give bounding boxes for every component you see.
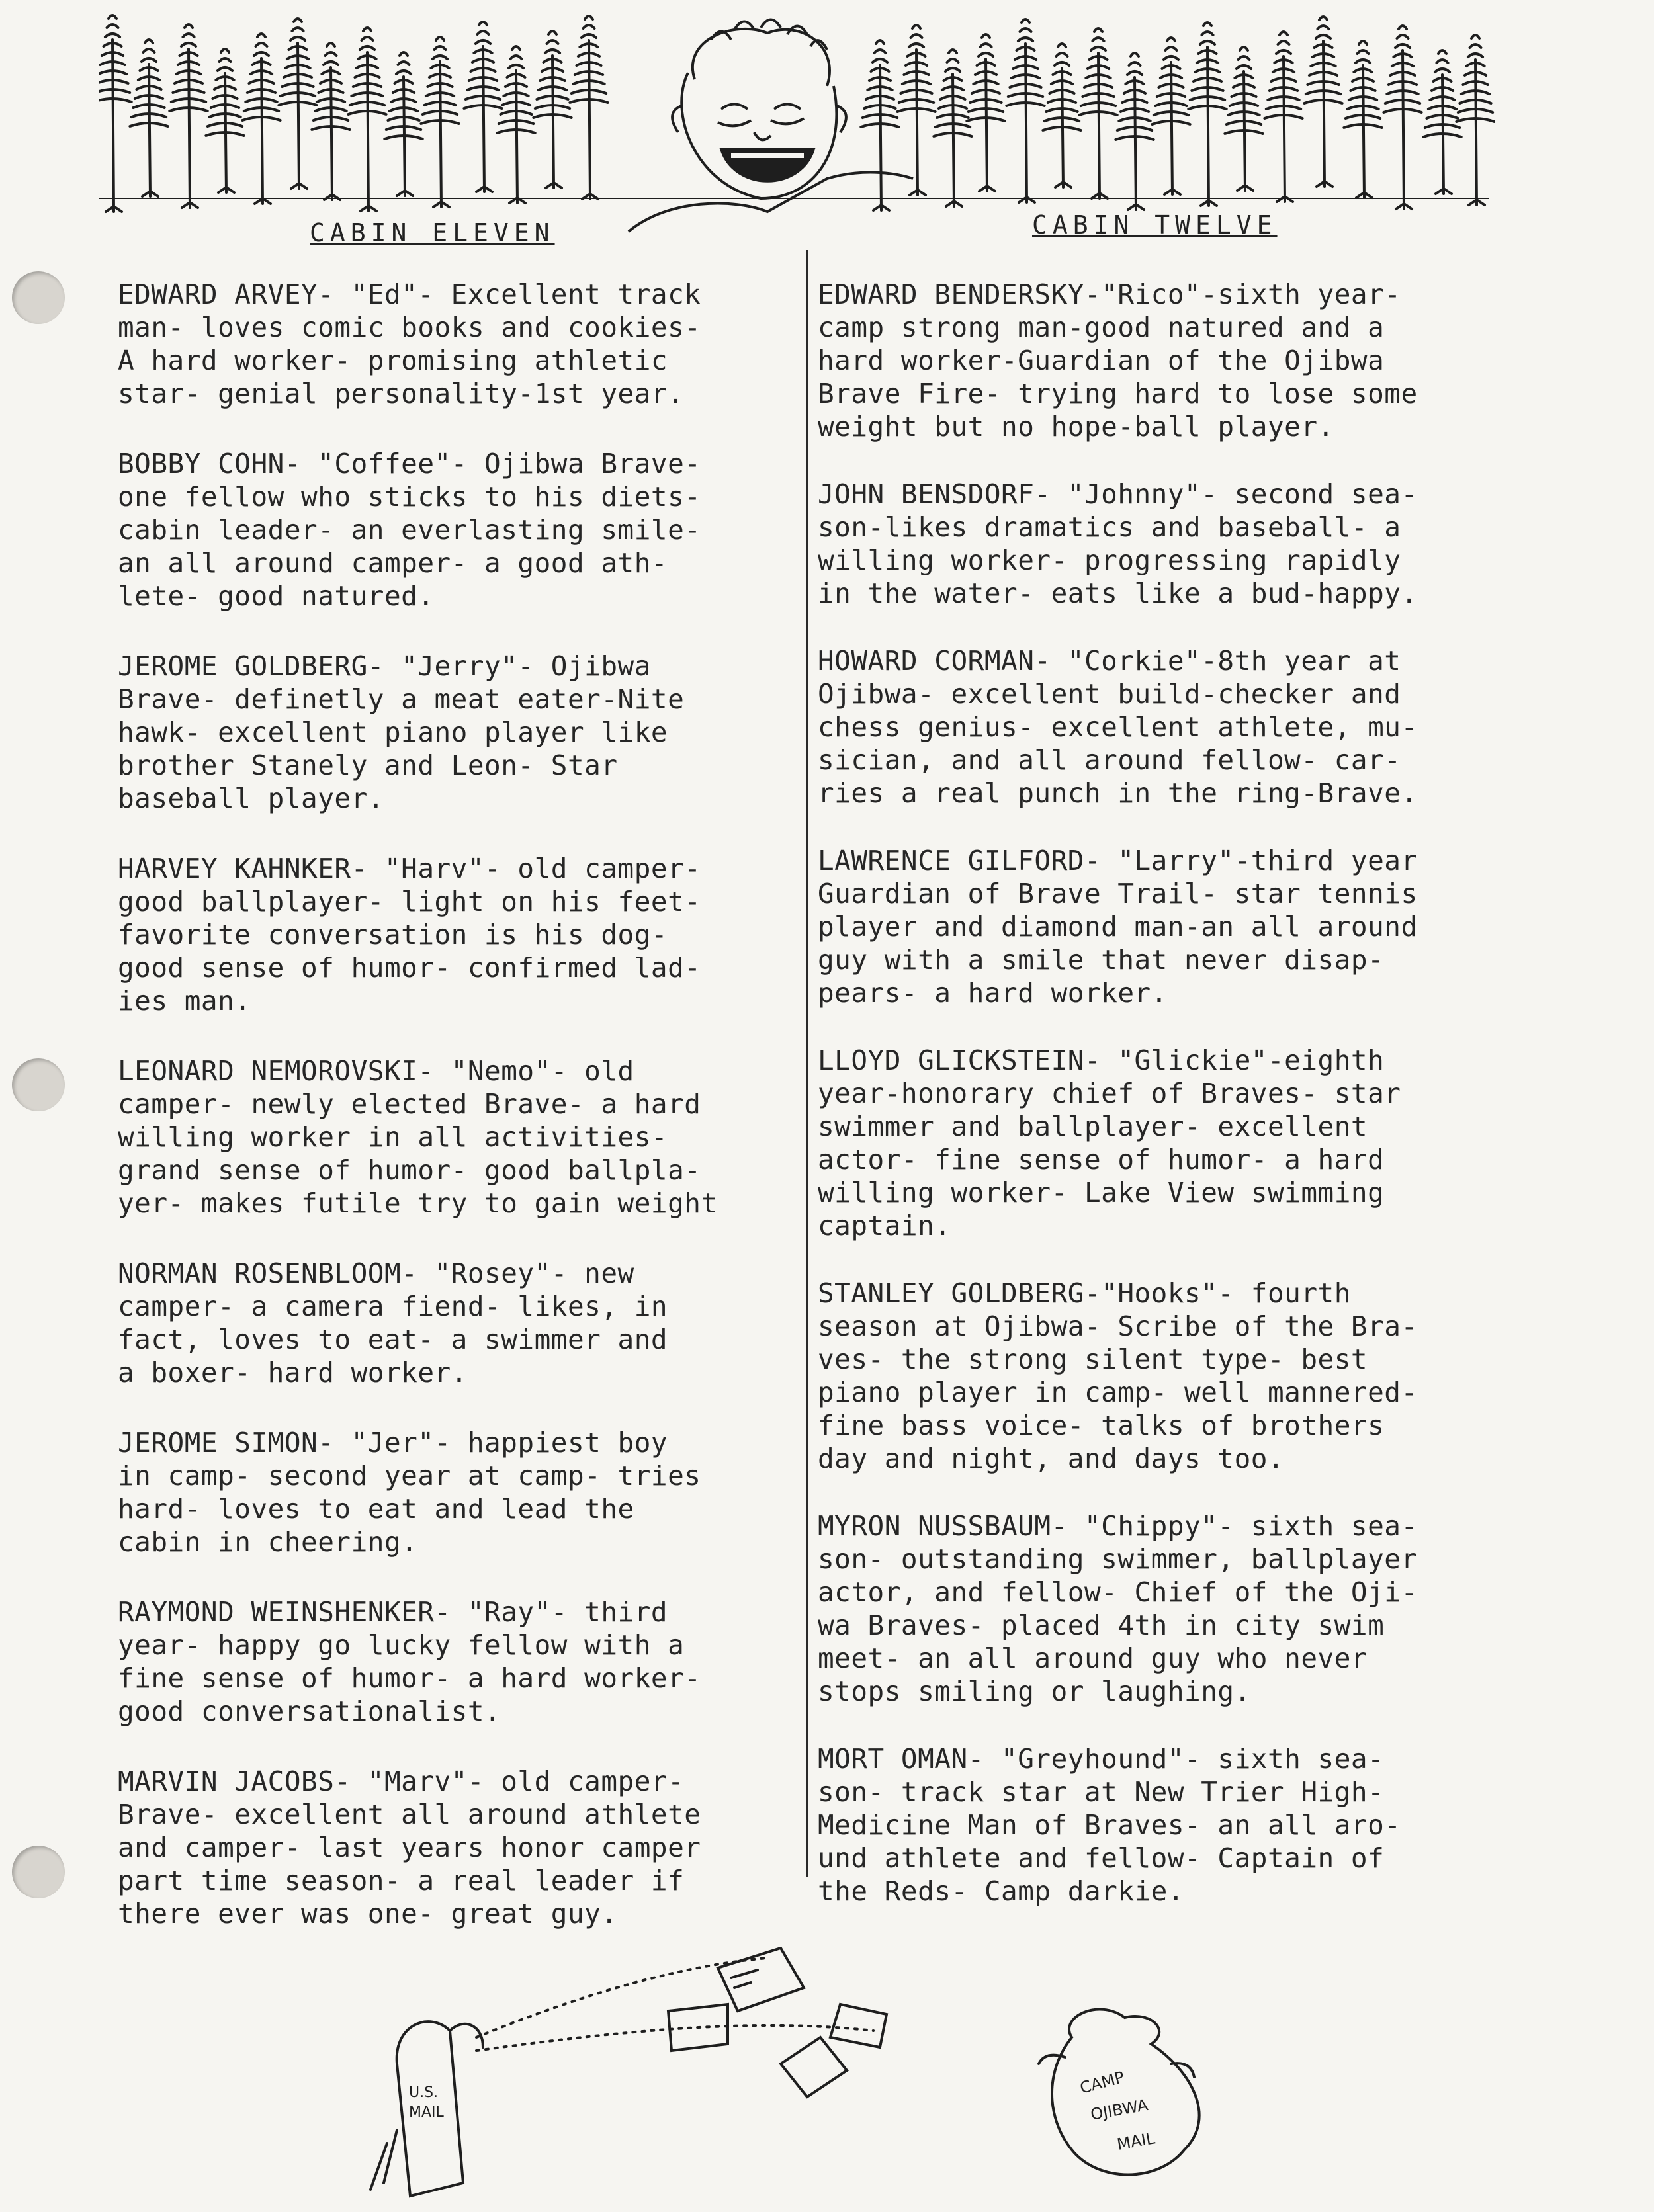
camper-entry: EDWARD ARVEY- "Ed"- Excellent track man- loves comic books and cookies- A hard worker- promising athletic star- genial personality-1st year. (118, 278, 701, 409)
svg-text:MAIL: MAIL (1115, 2129, 1156, 2154)
camper-entry: HARVEY KAHNKER- "Harv"- old camper- good ballplayer- light on his feet- favorite conversation is his dog- good sense of humor- confirmed lad- ies man. (118, 853, 701, 1017)
punch-hole (12, 271, 65, 324)
mail-bag-icon (1039, 2010, 1199, 2175)
cabin-eleven-heading: CABIN ELEVEN (310, 218, 555, 247)
cabin-twelve-heading: CABIN TWELVE (1032, 210, 1278, 239)
camper-entry: NORMAN ROSENBLOOM- "Rosey"- new camper- a camera fiend- likes, in fact, loves to eat- a swimmer and a boxer- hard worker. (118, 1257, 668, 1388)
camper-entry: STANLEY GOLDBERG-"Hooks"- fourth season at Ojibwa- Scribe of the Bra- ves- the strong silent type- best piano player in camp- well mannered- fine bass voice- talks of brothers day and night, and days too. (818, 1277, 1418, 1474)
camper-entry: BOBBY COHN- "Coffee"- Ojibwa Brave- one fellow who sticks to his diets- cabin leader- an everlasting smile- an all around camper- a good ath- lete- good natured. (118, 448, 701, 612)
camper-entry: EDWARD BENDERSKY-"Rico"-sixth year- camp strong man-good natured and a hard worker-Guardian of the Ojibwa Brave Fire- trying hard to lose some weight but no hope-ball player. (818, 278, 1418, 443)
envelope-icon (830, 2004, 887, 2047)
cabin-twelve-column (818, 278, 1519, 1942)
punch-hole (12, 1058, 65, 1111)
svg-text:OJIBWA: OJIBWA (1089, 2096, 1150, 2124)
camper-entry: RAYMOND WEINSHENKER- "Ray"- third year- happy go lucky fellow with a fine sense of humor- a hard worker- good conversationalist. (118, 1596, 701, 1727)
punch-hole (12, 1846, 65, 1898)
camper-entry: MORT OMAN- "Greyhound"- sixth sea- son- track star at New Trier High- Medicine Man of Braves- an all aro- und athlete and fellow- Captain of the Reds- Camp darkie. (818, 1743, 1401, 1907)
camper-entry: JOHN BENSDORF- "Johnny"- second sea- son-likes dramatics and baseball- a willing worker- progressing rapidly in the water- eats like a bud-happy. (818, 478, 1418, 609)
camper-entry: MARVIN JACOBS- "Marv"- old camper- Brave- excellent all around athlete and camper- last years honor camper part time season- a real leader if there ever was one- great guy. (118, 1765, 701, 1930)
mailbox-icon (370, 2021, 483, 2196)
svg-text:MAIL: MAIL (409, 2104, 444, 2121)
camper-entry: HOWARD CORMAN- "Corkie"-8th year at Ojibwa- excellent build-checker and chess genius- excellent athlete, mu- sician, and all around fellow- car- ries a real punch in the ring-Brave. (818, 645, 1418, 809)
camper-entry: LAWRENCE GILFORD- "Larry"-third year Guardian of Brave Trail- star tennis player and diamond man-an all around guy with a smile that never disap- pears- a hard worker. (818, 845, 1418, 1009)
camper-entry: MYRON NUSSBAUM- "Chippy"- sixth sea- son- outstanding swimmer, ballplayer actor, and fellow- Chief of the Oji- wa Braves- placed 4th in city swim meet- an all around guy who never stops smiling or laughing. (818, 1510, 1418, 1707)
envelope-icon (781, 2037, 847, 2097)
camper-entry: JEROME SIMON- "Jer"- happiest boy in camp- second year at camp- tries hard- loves to eat and lead the cabin in cheering. (118, 1427, 701, 1558)
pine-tree-icon (99, 15, 132, 102)
camper-entry: LEONARD NEMOROVSKI- "Nemo"- old camper- newly elected Brave- a hard willing worker in all activities- grand sense of humor- good ballpla- yer- makes futile try to gain weight (118, 1055, 718, 1219)
cabin-eleven-column (118, 278, 819, 1967)
camper-entry: JEROME GOLDBERG- "Jerry"- Ojibwa Brave- definetly a meat eater-Nite hawk- excellent piano player like brother Stanely and Leon- Star baseball player. (118, 650, 685, 814)
camper-entry: LLOYD GLICKSTEIN- "Glickie"-eighth year-honorary chief of Braves- star swimmer and ballplayer- excellent actor- fine sense of humor- a hard willing worker- Lake View swimming captain. (818, 1044, 1401, 1242)
mail-illustration (357, 1932, 1297, 2209)
svg-text:U.S.: U.S. (409, 2084, 439, 2101)
svg-text:CAMP: CAMP (1078, 2068, 1127, 2098)
forest-banner-illustration (99, 0, 1495, 265)
